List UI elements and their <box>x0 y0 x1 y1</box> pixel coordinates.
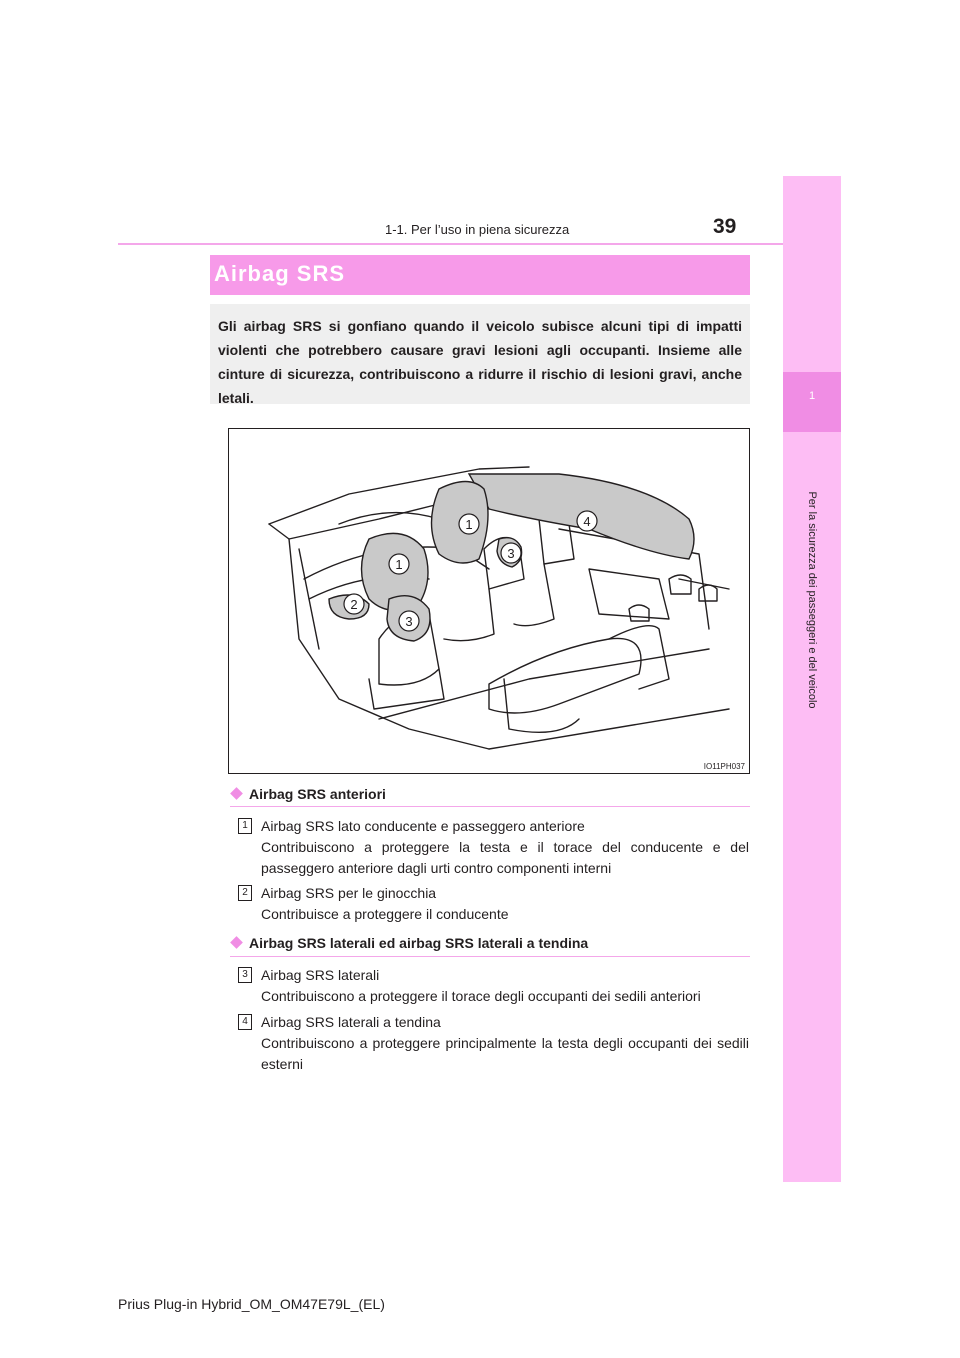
chapter-number-tab <box>783 372 841 432</box>
header-rule <box>118 243 783 245</box>
diamond-bullet-icon <box>230 936 243 949</box>
item-title: Airbag SRS laterali a tendina <box>261 1014 441 1030</box>
section-header: 1-1. Per l’uso in piena sicurezza <box>385 222 570 237</box>
section-heading-text: Airbag SRS laterali ed airbag SRS laterali a tendina <box>249 935 589 951</box>
item-title: Airbag SRS lato conducente e passeggero anteriore <box>261 818 585 834</box>
item-text <box>261 883 749 925</box>
item-desc: Contribuiscono a proteggere il torace degli occupanti dei sedili anteriori <box>261 988 701 1004</box>
page-number: 39 <box>713 215 737 238</box>
page-title: Airbag SRS <box>214 261 346 286</box>
callout-2: 2 <box>350 597 358 612</box>
item-desc: Contribuiscono a proteggere la testa e il torace del conducente e del passeggero anteriore dagli urti contro componenti interni <box>261 839 749 876</box>
title-bar <box>210 255 750 295</box>
callout-3b: 3 <box>507 546 515 561</box>
item-title: Airbag SRS per le ginocchia <box>261 885 437 901</box>
item-text <box>261 1012 749 1075</box>
item-number-badge: 4 <box>238 1014 252 1030</box>
callout-1b: 1 <box>395 557 403 572</box>
item-text <box>261 965 749 1007</box>
intro-text: Gli airbag SRS si gonfiano quando il veicolo subisce alcuni tipi di impatti violenti che potrebbero causare gravi lesioni agli occupanti. Insieme alle cinture di sicurezza, contribuiscono a ridurre il rischio di lesioni gravi, anche letali. <box>218 318 742 406</box>
callout-3a: 3 <box>405 614 413 629</box>
callout-1a: 1 <box>465 517 473 532</box>
chapter-number: 1 <box>808 390 816 402</box>
item-title: Airbag SRS laterali <box>261 967 380 983</box>
footer-doc-code: Prius Plug-in Hybrid_OM_OM47E79L_(EL) <box>118 1296 385 1312</box>
item-desc: Contribuisce a proteggere il conducente <box>261 906 509 922</box>
chapter-label: Per la sicurezza dei passeggeri e del veicolo <box>806 491 818 709</box>
section-heading-side <box>230 935 588 951</box>
figure-code: IO11PH037 <box>703 762 745 771</box>
section-heading-front <box>230 786 386 802</box>
item-text <box>261 816 749 879</box>
diamond-bullet-icon <box>230 787 243 800</box>
item-number-badge: 3 <box>238 967 252 983</box>
section-rule <box>230 806 750 807</box>
item-number-badge: 1 <box>238 818 252 834</box>
car-interior-drawing <box>229 429 749 773</box>
airbag-illustration <box>228 428 750 774</box>
item-desc: Contribuiscono a proteggere principalmente la testa degli occupanti dei sedili esterni <box>261 1035 749 1072</box>
intro-box <box>210 304 750 404</box>
section-heading-text: Airbag SRS anteriori <box>249 786 386 802</box>
section-rule <box>230 956 750 957</box>
callout-4: 4 <box>583 514 591 529</box>
item-number-badge: 2 <box>238 885 252 901</box>
